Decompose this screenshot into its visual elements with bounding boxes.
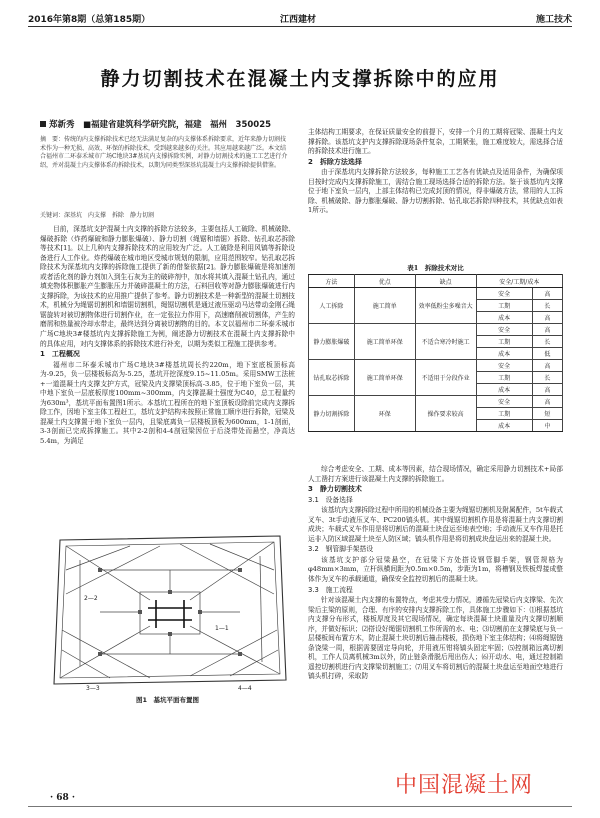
subsection-heading-3-3: 3.3 施工流程	[308, 585, 353, 594]
table-cell: 长	[532, 300, 562, 312]
table-header-cell: 优点	[354, 275, 415, 288]
article-title: 静力切割技术在混凝土内支撑拆除中的应用	[100, 68, 500, 90]
table-cell: 不适合寒冷时施工	[415, 324, 476, 360]
right-column-lower	[308, 465, 563, 682]
table-cell: 成本	[476, 312, 532, 324]
site-plan-figure	[40, 530, 295, 692]
scaffold-paragraph: 该基坑支护部分冠梁悬空，在冠梁下方处搭设钢管脚手架，钢管规格为φ48mm×3mm，立杆纵横间距为0.5m×0.5m，步距为1m，将槽钢及铁板焊接成整体作为叉车的承载通道，确保安全监控切割后的混凝土块。	[308, 555, 563, 584]
table-cell: 安全	[476, 324, 532, 336]
table-cell: 高	[532, 288, 562, 300]
table-cell: 静力切割拆除	[309, 396, 355, 432]
section-label: 1—1	[215, 625, 229, 632]
table-cell: 成本	[476, 420, 532, 432]
table-cell: 长	[532, 336, 562, 348]
issue-info: 2016年第8期（总第185期）	[28, 15, 151, 25]
method-selection-paragraph: 由于深基坑内支撑拆除方法较多，每种施工工艺各有优缺点及适用条件，为确保项目按时完成内支撑拆除施工，需结合施工现场选择合适的拆除方法。鉴于该基坑内支撑位于地下室负一层内，上部主体结构已完成封顶的情况，得非爆破方法，常用的人工拆除、机械破除、静力膨胀爆破、静力切割拆除、钻孔取芯拆除四种技术，其优缺点如表1所示。	[308, 168, 563, 215]
pit-boundary	[54, 536, 286, 684]
author-text: 郑新秀 ■福建省建筑科学研究院，福建 福州 350025	[49, 120, 272, 130]
central-core-symbol	[148, 600, 192, 628]
footer-divider	[28, 806, 572, 807]
table-header-cell: 安全/工期/成本	[476, 275, 562, 288]
table-cell: 钻孔取芯拆除	[309, 360, 355, 396]
table-cell: 工期	[476, 300, 532, 312]
table-cell: 人工拆除	[309, 288, 355, 324]
table-row	[309, 288, 563, 300]
table-cell: 工期	[476, 336, 532, 348]
table-cell: 安全	[476, 360, 532, 372]
figure-caption: 图1 基坑平面布置图	[135, 696, 200, 704]
section-label: 2—2	[84, 595, 98, 602]
journal-name: 江西建材	[280, 15, 317, 25]
conclusion-paragraph: 综合考虑安全、工期、成本等因素，结合现场情况，确定采用静力切割技术+局部人工凿打方案进行该混凝土内支撑的拆除施工。	[308, 465, 563, 483]
section-label: 3—3	[86, 685, 100, 692]
abstract: 摘 要：传统的内支撑拆除技术已经无法满足复杂的内支撑体系拆除要求，近年来静力切割技术作为一种无损、高效、环保的拆除技术，受到越来越多的关注。其应用越来越广泛。本文结合福州市二环泰禾城市广场C地块3#基坑内支撑拆除实例，对静力切割技术的施工工艺进行介绍，并对混凝土内支撑体系的拆除技术，以期为同类型深基坑混凝土内支撑拆除提供借鉴。	[40, 136, 288, 169]
watermark-logo: 中国混凝土网	[395, 773, 534, 798]
author-line	[40, 118, 271, 130]
continued-paragraph: 主体结构工期要求，在保证质量安全的前提下，安排一个月的工期将冠梁、混凝土内支撑拆除。该基坑支护内支撑拆除现场条件复杂，工期紧张，施工难度较大，需选择合适的拆除技术进行施工。	[308, 128, 563, 156]
table-cell: 高	[532, 360, 562, 372]
section-heading-1: 1 工程概况	[40, 350, 80, 359]
table-cell: 不适用于分段作业	[415, 360, 476, 396]
intro-paragraph: 目前，深基坑支护混凝土内支撑的拆除方法较多，主要包括人工破除、机械破除、爆破拆除（炸药爆破和静力膨胀爆破）、静力切割（绳锯和墙锯）拆除、钻孔取芯拆除等技术[1]。以上几种内支撑拆除技术的应用较为广泛。人工破除是利用风镐等拆除设备进行人工作业。炸药爆破在城市地区受城市规划的限制，应用范围较窄。钻孔取芯拆除技术为深基坑内支撑的拆除施工提供了新的借鉴依据[2]。静力膨胀爆破是将加速剂或者活化剂的静力剂加入到生石灰为主的破碎剂中，加水将其填入混凝土钻孔内，通过填充物体积膨胀产生膨胀压力并破碎混凝土的方法，石料回收等对静力膨胀爆破进行内支撑拆除，为该技术的应用推广提供了参考。静力切割技术是一种新型的混凝土切割技术，机械分为绳锯切割机和墙锯切割机，绳锯切割机是通过液压驱动马达带动金刚石绳锯旋转对被切割物体进行切割作业，在一定张拉力作用下，高速磨削被切割体，产生的磨屑和热量被冷却水带走，最终达到分离被切割物的目的。本文以福州市二环泰禾城市广场C地块3#楼基坑内支撑拆除施工为例，阐述静力切割技术在混凝土内支撑拆除中的具体应用，对内支撑体系的拆除技术进行补充，以期为类似工程施工提供参考。	[40, 225, 295, 348]
subsection-heading-3-1: 3.1 设备选择	[308, 495, 353, 504]
section-heading-3: 3 静力切割技术	[308, 485, 362, 494]
section-name: 施工技术	[535, 15, 572, 25]
table-cell: 环保	[354, 396, 415, 432]
process-paragraph: 针对该混凝土内支撑的布置特点，考虑其受力情况，遵循先冠梁后内支撑梁、先次梁后主梁的原则，合理、有序的安排内支撑拆除工作，具体施工步骤如下：⑴根据基坑内支撑分布形式，楼板厚度及其它现场情况，确定每块混凝土块重量及内支撑切割顺序，并做好标识；⑵搭设好绳锯切割机工作所需的水、电；⑶切割前在支撑梁底与负一层楼板间布置方木，防止混凝土块切割后撞击楼板，损伤地下室主体结构；⑷将绳锯链条饶梁一周，根据需要固定导向轮，并用液压钳将镐头固定牢固；⑸控制箱远离切割机，工作人员离机械3m以外，防止链条滑脱后甩出伤人；⑹开动水、电，通过控制箱遥控切割机进行内支撑梁切割施工；⑺用叉车将切割后的混凝土块盘运至地面空地进行镐头机打碎，采取防	[308, 596, 563, 681]
table-cell: 施工简单环保	[354, 360, 415, 396]
keywords: 关键词：深基坑 内支撑 拆除 静力切割	[40, 212, 155, 219]
table-header-cell: 缺点	[415, 275, 476, 288]
table-row	[309, 396, 563, 408]
table-cell: 工期	[476, 408, 532, 420]
table-cell: 长	[532, 372, 562, 384]
section-label: 4—4	[238, 685, 252, 692]
table-cell: 中	[532, 420, 562, 432]
equipment-paragraph: 该基坑内支撑拆除过程中所用的机械设备主要为绳锯切割机及附属配件，5t车载式叉车、3t手动液压叉车、PC200镐头机。其中绳锯切割机作用是将混凝土内支撑切割成块；车载式叉车作用是将切割后的混凝土块盘运至地表空地；手动液压叉车作用是托运非入防区域混凝土块至人防区域；镐头机作用是将切割成块盘运出来的混凝土块。	[308, 506, 563, 543]
table-cell: 施工简单	[354, 288, 415, 324]
right-column-upper	[308, 128, 563, 216]
left-column	[40, 225, 295, 447]
table-cell: 高	[532, 312, 562, 324]
page-header	[28, 8, 572, 27]
table-cell: 工期	[476, 372, 532, 384]
table-cell: 高	[532, 384, 562, 396]
table-cell: 效率低粉尘多噪音大	[415, 288, 476, 324]
table-header-row	[309, 275, 563, 288]
table-cell: 操作要求较高	[415, 396, 476, 432]
comparison-table	[308, 274, 563, 432]
project-overview-paragraph: 福州市二环泰禾城市广场C地块3#楼基坑周长约220m，地下室底板顶标高为-9.25，负一层楼板标高为-5.25，基坑开挖深度9.15~11.05m。采用SMW工法桩+一道混凝土内支撑支护方式，冠梁及内支撑梁顶标高-3.85，位于地下室负一层，其中地下室负一层底板厚度100mm~300mm，内支撑混凝土强度为C40，总工程量约为630m³，基坑平面布置图1所示。本基坑工程所在的地下室顶板设除前完成内支撑拆除工作，因地下室主体工程赶工，基坑支护结构未按照正常施工顺序进行拆除，冠梁及混凝土内支撑置于地下室负一层内，且梁底离负一层楼板顶板为600mm，1-1剖面，3-3剖面已完成拆撑施工。其中2-2剖和4-4剖冠梁因位于后浇带处而悬空，净高达5.4m，为满足	[40, 360, 295, 446]
table-cell: 短	[532, 408, 562, 420]
table-cell: 安全	[476, 396, 532, 408]
crown-beam	[60, 542, 280, 678]
table-cell: 施工简单环保	[354, 324, 415, 360]
table-header-cell: 方法	[309, 275, 355, 288]
table-cell: 静力膨胀爆破	[309, 324, 355, 360]
table-caption: 表1 拆除技术对比	[407, 264, 464, 272]
section-heading-2: 2 拆除方法选择	[308, 157, 362, 166]
square-bullet-icon	[40, 121, 46, 127]
table-row	[309, 360, 563, 372]
table-cell: 成本	[476, 384, 532, 396]
table-cell: 成本	[476, 348, 532, 360]
table-cell: 安全	[476, 288, 532, 300]
page-number: · 68 ·	[50, 793, 76, 803]
table-cell: 高	[532, 396, 562, 408]
subsection-heading-3-2: 3.2 钢管脚手架搭设	[308, 545, 374, 554]
table-cell: 高	[532, 324, 562, 336]
support-struts	[60, 542, 280, 678]
table-cell: 低	[532, 348, 562, 360]
table-row	[309, 324, 563, 336]
